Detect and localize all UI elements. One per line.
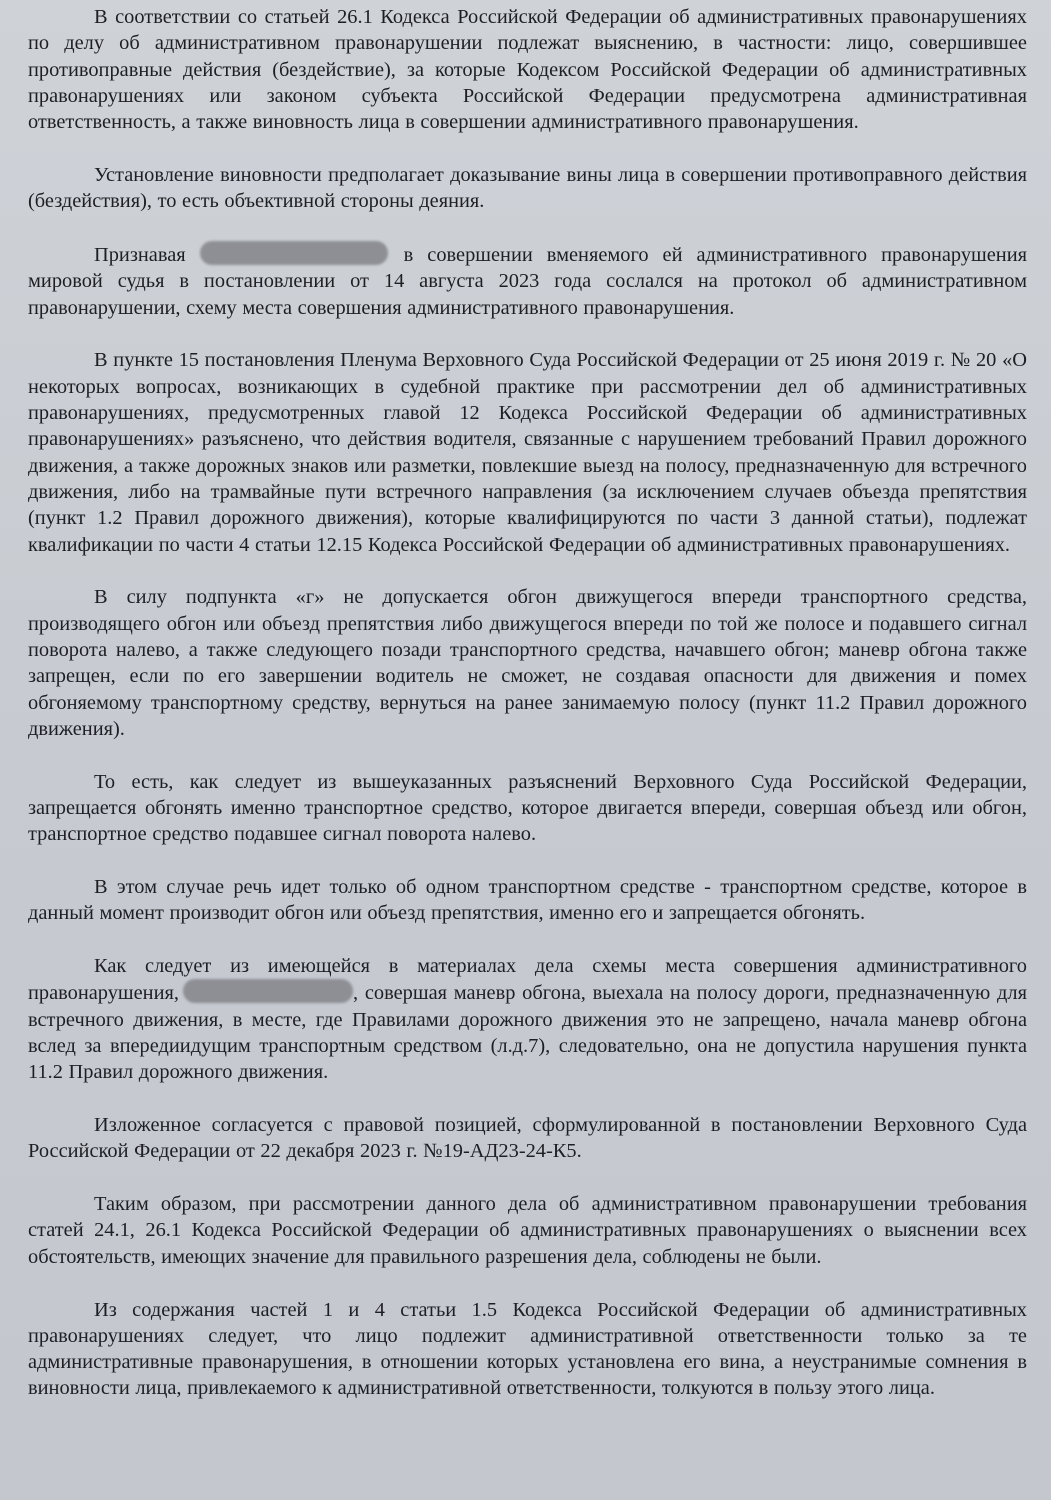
paragraph-1: В соответствии со статьей 26.1 Кодекса Российской Федерации об административных правонарушениях по делу об административном правонарушении подлежат выяснению, в частности: лицо, совершившее противоправные действия (бездействие), за которые Кодексом Российской Федерации об административных правонарушениях или законом субъекта Российской Федерации предусмотрена административная ответственность, а также виновность лица в совершении административного правонарушения. xyxy=(28,6,1027,134)
paragraph-6: То есть, как следует из вышеуказанных разъяснений Верховного Суда Российской Федерации, запрещается обгонять именно транспортное средство, которое двигается впереди, совершая объезд или обгон, транспортное средство подавшее сигнал поворота налево. xyxy=(28,770,1027,846)
redacted-name xyxy=(200,241,388,265)
paragraph-7: В этом случае речь идет только об одном транспортном средстве - транспортном средстве, которое в данный момент производит обгон или объезд препятствия, именно его и запрещается обгонять. xyxy=(28,876,1027,925)
paragraph-8-start: Как следует из имеющейся в материалах дела схемы места совершения административного правонарушения, xyxy=(28,955,1027,1005)
paragraph-11: Из содержания частей 1 и 4 статьи 1.5 Кодекса Российской Федерации об административных правонарушениях следует, что лицо подлежит административной ответственности только за те административные правонарушения, в отношении которых установлена его вина, а неустранимые сомнения в виновности лица, привлекаемого к административной ответственности, толкуются в пользу этого лица. xyxy=(28,1298,1027,1400)
paragraph-4: В пункте 15 постановления Пленума Верховного Суда Российской Федерации от 25 июня 2019 г. № 20 «О некоторых вопросах, возникающих в судебной практике при рассмотрении дел об административных правонарушениях, предусмотренных главой 12 Кодекса Российской Федерации об административных правонарушениях» разъяснено, что действия водителя, связанные с нарушением требований Правил дорожного движения, а также дорожных знаков или разметки, повлекшие выезд на полосу, предназначенную для встречного движения, либо на трамвайные пути встречного направления (за исключением случаев объезда препятствия (пункт 1.2 Правил дорожного движения), которые квалифицируются по части 3 данной статьи), подлежат квалификации по части 4 статьи 12.15 Кодекса Российской Федерации об административных правонарушениях. xyxy=(28,349,1027,556)
paragraph-10: Таким образом, при рассмотрении данного дела об административном правонарушении требования статей 24.1, 26.1 Кодекса Российской Федерации об административных правонарушениях о выяснении всех обстоятельств, имеющих значение для правильного разрешения дела, соблюдены не были. xyxy=(28,1193,1027,1268)
paragraph-3-rest: в совершении вменяемого ей административного правонарушения мировой судья в постановлении от 14 августа 2023 года сослался на протокол об административном правонарушении, схему места совершения административного правонарушения. xyxy=(28,244,1027,319)
paragraph-8 xyxy=(28,953,1027,1085)
redacted-name xyxy=(183,979,353,1003)
paragraph-8-rest: , совершая маневр обгона, выехала на полосу дороги, предназначенную для встречного движения, в месте, где Правилами дорожного движения это не запрещено, начала маневр обгона вслед за впередиидущим транспортным средством (л.д.7), следовательно, она не допустила нарушения пункта 11.2 Правил дорожного движения. xyxy=(28,982,1027,1084)
paragraph-2: Установление виновности предполагает доказывание вины лица в совершении противоправного действия (бездействия), то есть объективной стороны деяния. xyxy=(28,163,1027,213)
paragraph-3-start: Признавая xyxy=(94,244,186,267)
paragraph-9: Изложенное согласуется с правовой позицией, сформулированной в постановлении Верховного Суда Российской Федерации от 22 декабря 2023 г. №19-АД23-24-К5. xyxy=(28,1114,1027,1163)
paragraph-3 xyxy=(28,241,1027,321)
paragraph-5: В силу подпункта «г» не допускается обгон движущегося впереди транспортного средства, производящего обгон или объезд препятствия либо движущегося впереди по той же полосе и подавшего сигнал поворота налево, а также следующего позади транспортного средства, начавшего обгон; маневр обгона также запрещен, если по его завершении водитель не сможет, не создавая опасности для движения и помех обгоняемому транспортному средству, вернуться на ранее занимаемую полосу (пункт 11.2 Правил дорожного движения). xyxy=(28,586,1027,740)
